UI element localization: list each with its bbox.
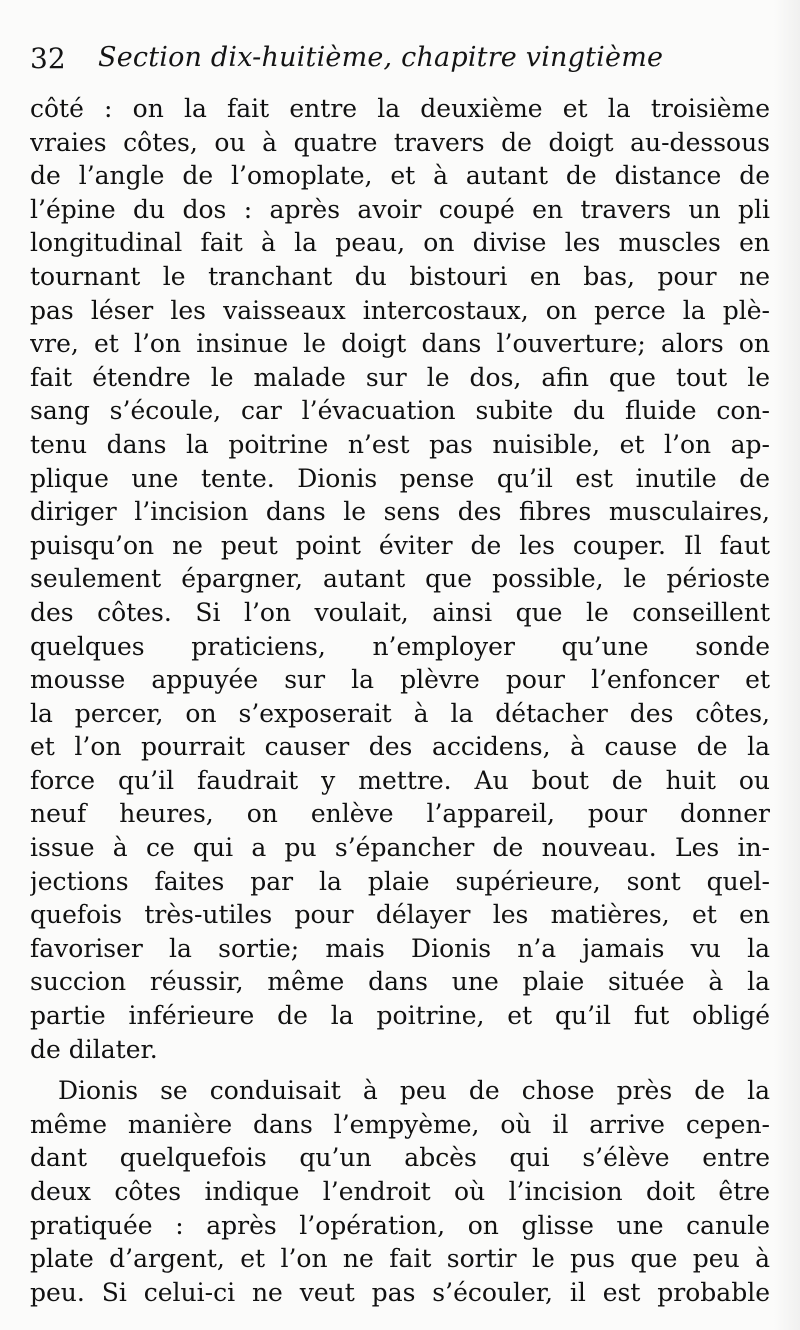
text-line: succion réussir, même dans une plaie située à la: [30, 967, 770, 997]
text-line: peu. Si celui-ci ne veut pas s’écouler, il est probable: [30, 1277, 770, 1307]
text-line: longitudinal fait à la peau, on divise les muscles en: [30, 228, 770, 258]
text-line: pas léser les vaisseaux intercostaux, on perce la plè-: [30, 295, 770, 325]
text-line: tournant le tranchant du bistouri en bas, pour ne: [30, 261, 770, 291]
text-line: sang s’écoule, car l’évacuation subite du fluide con-: [30, 396, 770, 426]
text-line: de dilater.: [30, 1034, 158, 1064]
text-line: fait étendre le malade sur le dos, afin que tout le: [30, 362, 770, 392]
text-line: vraies côtes, ou à quatre travers de doigt au-dessous: [30, 127, 770, 157]
text-line: puisqu’on ne peut point éviter de les couper. Il faut: [30, 530, 770, 560]
text-line: neuf heures, on enlève l’appareil, pour donner: [30, 799, 770, 829]
text-line: et l’on pourrait causer des accidens, à cause de la: [30, 732, 770, 762]
page-edge-shadow: [774, 0, 800, 1330]
text-line: issue à ce qui a pu s’épancher de nouveau. Les in-: [30, 833, 770, 863]
page-number: 32: [30, 42, 66, 75]
text-line: deux côtes indique l’endroit où l’incision doit être: [30, 1177, 770, 1206]
page-header: [30, 38, 770, 88]
text-line: plique une tente. Dionis pense qu’il est inutile de: [30, 463, 770, 493]
text-line: partie inférieure de la poitrine, et qu’il fut obligé: [30, 1001, 770, 1031]
text-line: tenu dans la poitrine n’est pas nuisible, et l’on ap-: [30, 429, 770, 459]
text-line: quelques praticiens, n’employer qu’une sonde: [30, 631, 770, 661]
text-line: Dionis se conduisait à peu de chose près de la: [58, 1076, 770, 1106]
text-line: même manière dans l’empyème, où il arrive cepen-: [30, 1109, 770, 1139]
paragraph-gap: [30, 1066, 770, 1074]
body-text: [30, 92, 770, 1309]
text-line: l’épine du dos : après avoir coupé en travers un pli: [30, 194, 770, 224]
text-line: mousse appuyée sur la plèvre pour l’enfoncer et: [30, 665, 770, 695]
text-line: diriger l’incision dans le sens des fibres musculaires,: [30, 497, 770, 527]
text-line: plate d’argent, et l’on ne fait sortir le pus que peu à: [30, 1244, 770, 1274]
running-head: Section dix-huitième, chapitre vingtième: [98, 42, 664, 73]
text-line: de l’angle de l’omoplate, et à autant de distance de: [30, 161, 770, 191]
text-line: côté : on la fait entre la deuxième et la troisième: [30, 94, 770, 123]
text-line: pratiquée : après l’opération, on glisse une canule: [30, 1210, 770, 1240]
text-line: des côtes. Si l’on voulait, ainsi que le conseillent: [30, 597, 770, 627]
text-line: vre, et l’on insinue le doigt dans l’ouverture; alors on: [30, 329, 770, 359]
text-line: quefois très-utiles pour délayer les matières, et en: [30, 900, 770, 930]
paragraph-1: [30, 92, 770, 1066]
text-line: dant quelquefois qu’un abcès qui s’élève entre: [30, 1143, 770, 1173]
text-line: seulement épargner, autant que possible, le périoste: [30, 564, 770, 594]
paragraph-2: [30, 1074, 770, 1309]
text-line: la percer, on s’exposerait à la détacher des côtes,: [30, 698, 770, 728]
text-line: jections faites par la plaie supérieure, sont quel-: [30, 866, 770, 896]
text-line: favoriser la sortie; mais Dionis n’a jamais vu la: [30, 933, 770, 963]
text-line: force qu’il faudrait y mettre. Au bout de huit ou: [30, 765, 770, 795]
